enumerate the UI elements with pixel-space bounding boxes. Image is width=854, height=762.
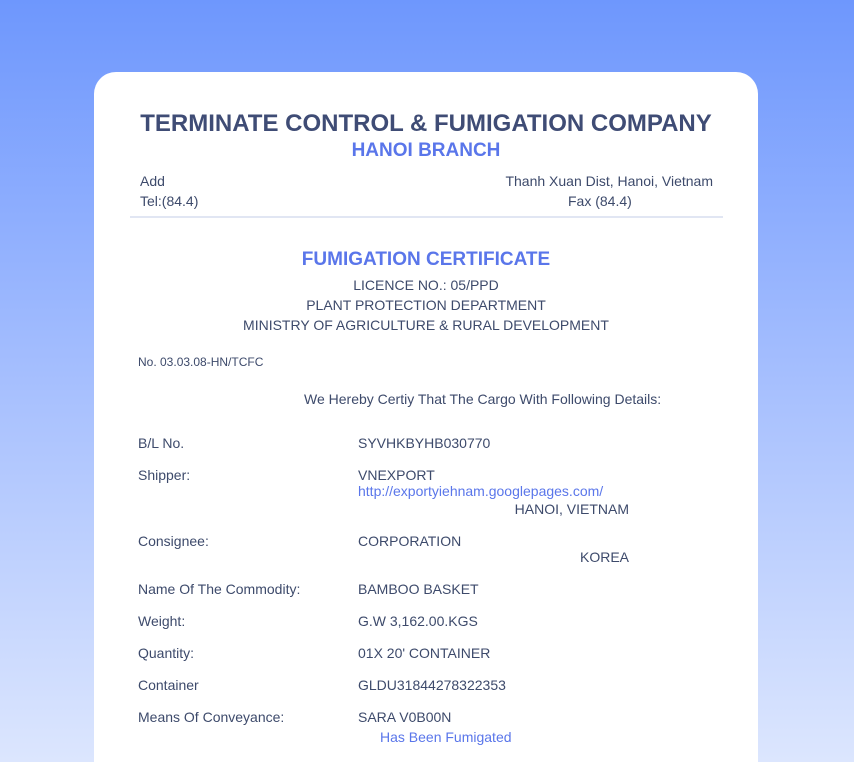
commodity-value: BAMBOO BASKET <box>358 581 479 597</box>
ministry-name: MINISTRY OF AGRICULTURE & RURAL DEVELOPMENT <box>243 317 609 333</box>
licence-number: LICENCE NO.: 05/PPD <box>353 277 499 293</box>
certification-intro: We Hereby Certiy That The Cargo With Following Details: <box>304 391 662 407</box>
branch-name: HANOI BRANCH <box>351 140 501 161</box>
weight-label: Weight: <box>138 613 186 629</box>
consignee-location: KOREA <box>579 549 629 565</box>
consignee-name: CORPORATION <box>358 533 462 549</box>
conveyance-label: Means Of Conveyance: <box>138 709 285 725</box>
commodity-label: Name Of The Commodity: <box>138 581 301 597</box>
consignee-label: Consignee: <box>138 533 209 549</box>
address-value: Thanh Xuan Dist, Hanoi, Vietnam <box>505 173 713 189</box>
container-label: Container <box>138 677 199 693</box>
company-name: TERMINATE CONTROL & FUMIGATION COMPANY <box>140 110 712 137</box>
header-divider <box>130 216 723 218</box>
weight-value: G.W 3,162.00.KGS <box>358 613 478 629</box>
conveyance-value: SARA V0B00N <box>358 709 452 725</box>
certificate-card <box>94 72 758 762</box>
shipper-name: VNEXPORT <box>358 467 435 483</box>
fumigated-note: Has Been Fumigated <box>380 729 512 745</box>
shipper-label: Shipper: <box>138 467 191 483</box>
bl-label: B/L No. <box>138 435 185 451</box>
tel-number: Tel:(84.4) <box>140 193 199 209</box>
quantity-label: Quantity: <box>138 645 195 661</box>
shipper-url-link[interactable]: http://exportyiehnam.googlepages.com/ <box>358 483 604 499</box>
certificate-title: FUMIGATION CERTIFICATE <box>301 249 551 270</box>
shipper-location: HANOI, VIETNAM <box>514 501 629 517</box>
department-name: PLANT PROTECTION DEPARTMENT <box>306 297 546 313</box>
container-value: GLDU31844278322353 <box>358 677 506 693</box>
address-label: Add <box>140 173 165 189</box>
quantity-value: 01X 20' CONTAINER <box>358 645 491 661</box>
bl-value: SYVHKBYHB030770 <box>358 435 491 451</box>
fax-number: Fax (84.4) <box>568 193 632 209</box>
reference-number: No. 03.03.08-HN/TCFC <box>138 355 264 369</box>
